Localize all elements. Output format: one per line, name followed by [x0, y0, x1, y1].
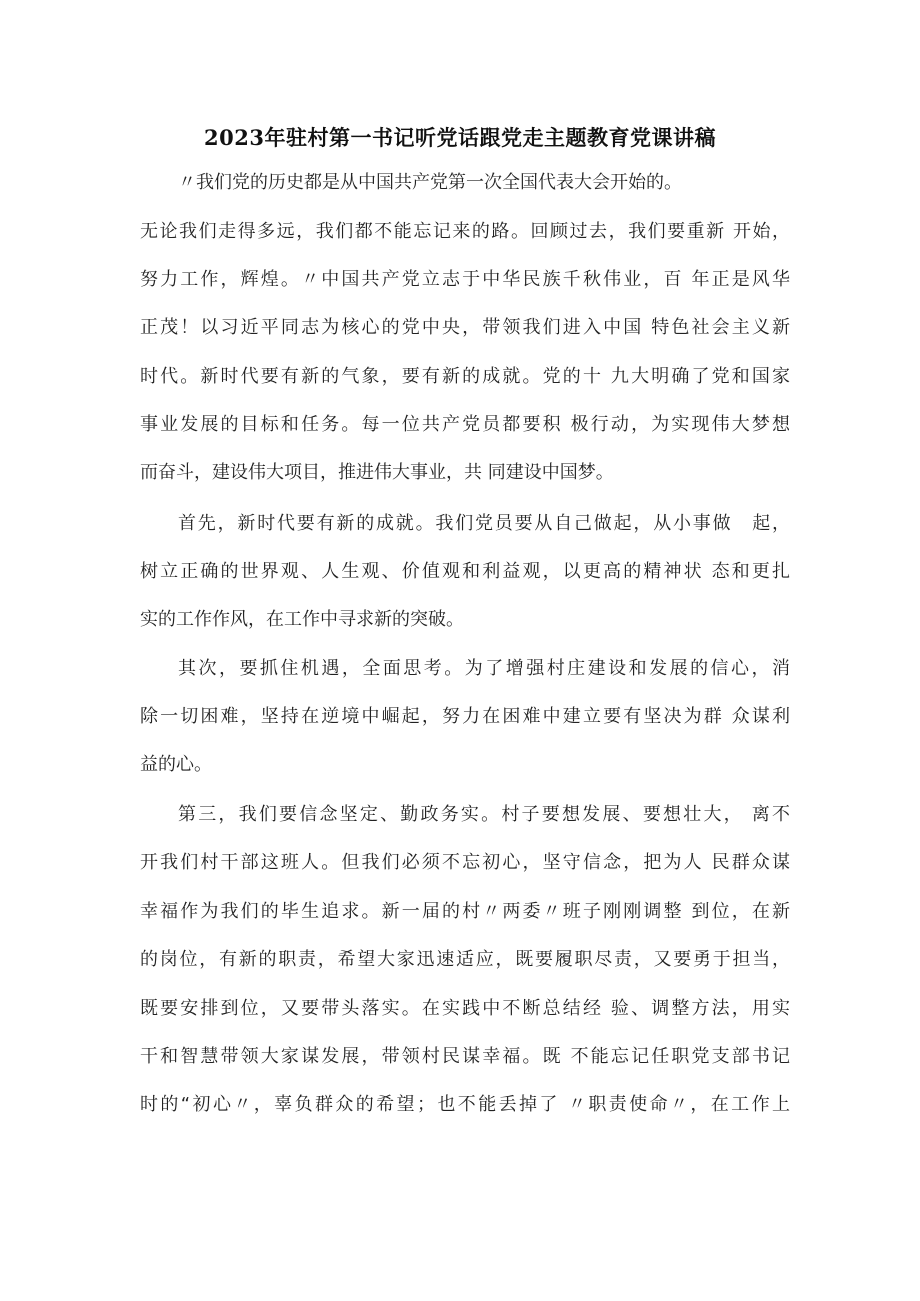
paragraph-1-line-7: 而奋斗，建设伟大项目，推进伟大事业，共 同建设中国梦。: [140, 462, 614, 483]
paragraph-4-line-6: 干和智慧带领大家谋发展，带领村民谋幸福。既 不能忘记任职党支部书记: [140, 1046, 790, 1067]
paragraph-4-line-7: 时的“初心〃，辜负群众的希望；也不能丢掉了 〃职责使命〃，在工作上: [140, 1094, 790, 1115]
paragraph-3-line-3: 益的心。: [140, 754, 212, 775]
paragraph-4-line-3: 幸福作为我们的毕生追求。新一届的村〃两委〃班子刚刚调整 到位，在新: [140, 901, 790, 922]
paragraph-1-line-1: 〃我们党的历史都是从中国共产党第一次全国代表大会开始的。: [178, 172, 682, 193]
paragraph-1-line-2: 无论我们走得多远，我们都不能忘记来的路。回顾过去，我们要重新 开始，: [140, 221, 790, 242]
paragraph-1-line-5: 时代。新时代要有新的气象，要有新的成就。党的十 九大明确了党和国家: [140, 366, 790, 387]
paragraph-4-line-4: 的岗位，有新的职责，希望大家迅速适应，既要履职尽责，又要勇于担当，: [140, 949, 790, 970]
paragraph-3-line-1: 其次，要抓住机遇，全面思考。为了增强村庄建设和发展的信心，消: [178, 658, 790, 679]
paragraph-1-line-6: 事业发展的目标和任务。每一位共产党员都要积 极行动，为实现伟大梦想: [140, 414, 790, 435]
paragraph-4-line-1: 第三，我们要信念坚定、勤政务实。村子要想发展、要想壮大， 离不: [178, 804, 790, 825]
paragraph-1-line-4: 正茂！以习近平同志为核心的党中央，带领我们进入中国 特色社会主义新: [140, 317, 790, 338]
paragraph-4-line-2: 开我们村干部这班人。但我们必须不忘初心，坚守信念，把为人 民群众谋: [140, 852, 790, 873]
paragraph-2-line-2: 树立正确的世界观、人生观、价值观和利益观，以更高的精神状 态和更扎: [140, 561, 790, 582]
paragraph-4-line-5: 既要安排到位，又要带头落实。在实践中不断总结经 验、调整方法，用实: [140, 998, 790, 1019]
paragraph-2-line-3: 实的工作作风，在工作中寻求新的突破。: [140, 609, 464, 630]
paragraph-1-line-3: 努力工作，辉煌。〃中国共产党立志于中华民族千秋伟业，百 年正是风华: [140, 269, 790, 290]
paragraph-3-line-2: 除一切困难，坚持在逆境中崛起，努力在困难中建立要有坚决为群 众谋利: [140, 706, 790, 727]
document-title: 2023年驻村第一书记听党话跟党走主题教育党课讲稿: [204, 125, 716, 150]
paragraph-2-line-1: 首先，新时代要有新的成就。我们党员要从自己做起，从小事做 起，: [178, 513, 790, 534]
